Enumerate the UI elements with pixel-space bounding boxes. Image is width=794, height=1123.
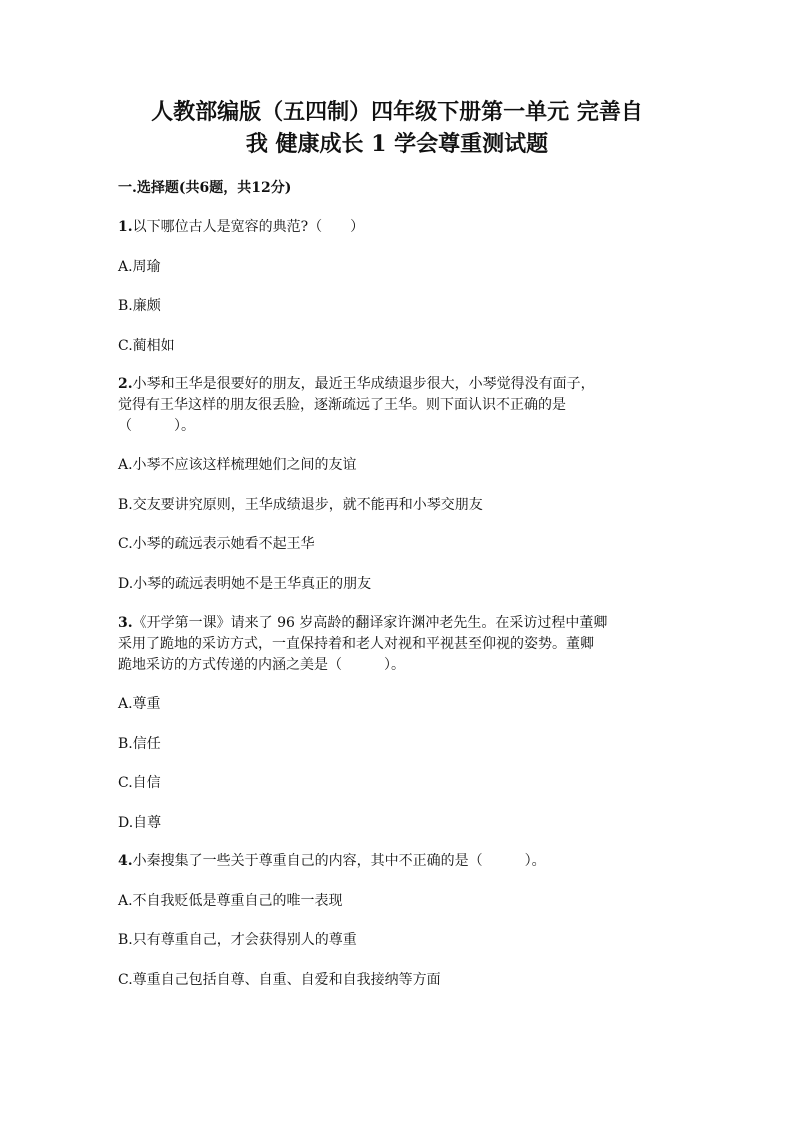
question-2-stem-line-3: （ ）。 [118,418,195,434]
question-number: 2. [118,376,133,392]
question-1-option-c: C.蔺相如 [118,338,175,354]
question-number: 1. [118,219,133,235]
question-3-option-b: B.信任 [118,736,161,752]
document-title [110,96,684,160]
question-number: 3. [118,615,133,631]
question-stem-line: 以下哪位古人是宽容的典范?（ ） [132,219,365,235]
question-stem-line: 小琴和王华是很要好的朋友，最近王华成绩退步很大，小琴觉得没有面子， [132,376,595,392]
title-line-1: 人教部编版（五四制）四年级下册第一单元 完善自 [151,99,643,125]
question-4-option-a: A.不自我贬低是尊重自己的唯一表现 [118,893,343,909]
question-4-option-b: B.只有尊重自己，才会获得别人的尊重 [118,932,357,948]
question-3-stem-line-3: 跪地采访的方式传递的内涵之美是（ ）。 [118,657,405,673]
section-heading: 一.选择题(共6题，共12分) [118,180,292,196]
question-stem-line: 小秦搜集了一些关于尊重自己的内容，其中不正确的是（ ）。 [132,853,546,869]
question-4-stem [118,852,546,871]
question-1-stem [118,218,364,237]
question-2-stem-line-2: 觉得有王华这样的朋友很丢脸，逐渐疏远了王华。则下面认识不正确的是 [118,397,566,413]
title-line-2: 我 健康成长 1 学会尊重测试题 [245,131,549,157]
question-3-stem-line-2: 采用了跪地的采访方式，一直保持着和老人对视和平视甚至仰视的姿势。董卿 [118,636,594,652]
question-2-option-b: B.交友要讲究原则，王华成绩退步，就不能再和小琴交朋友 [118,497,483,513]
question-stem-line: 《开学第一课》请来了 96 岁高龄的翻译家许渊冲老先生。在采访过程中董卿 [132,615,608,631]
question-3-option-c: C.自信 [118,775,161,791]
question-2-option-d: D.小琴的疏远表明她不是王华真正的朋友 [118,576,372,592]
question-2-option-a: A.小琴不应该这样梳理她们之间的友谊 [118,457,357,473]
question-3-option-d: D.自尊 [118,815,162,831]
question-4-option-c: C.尊重自己包括自尊、自重、自爱和自我接纳等方面 [118,972,441,988]
question-number: 4. [118,853,133,869]
question-3-option-a: A.尊重 [118,696,161,712]
question-2-stem [118,375,595,394]
question-2-option-c: C.小琴的疏远表示她看不起王华 [118,536,315,552]
question-1-option-a: A.周瑜 [118,259,161,275]
question-1-option-b: B.廉颇 [118,298,161,314]
question-3-stem [118,614,607,633]
